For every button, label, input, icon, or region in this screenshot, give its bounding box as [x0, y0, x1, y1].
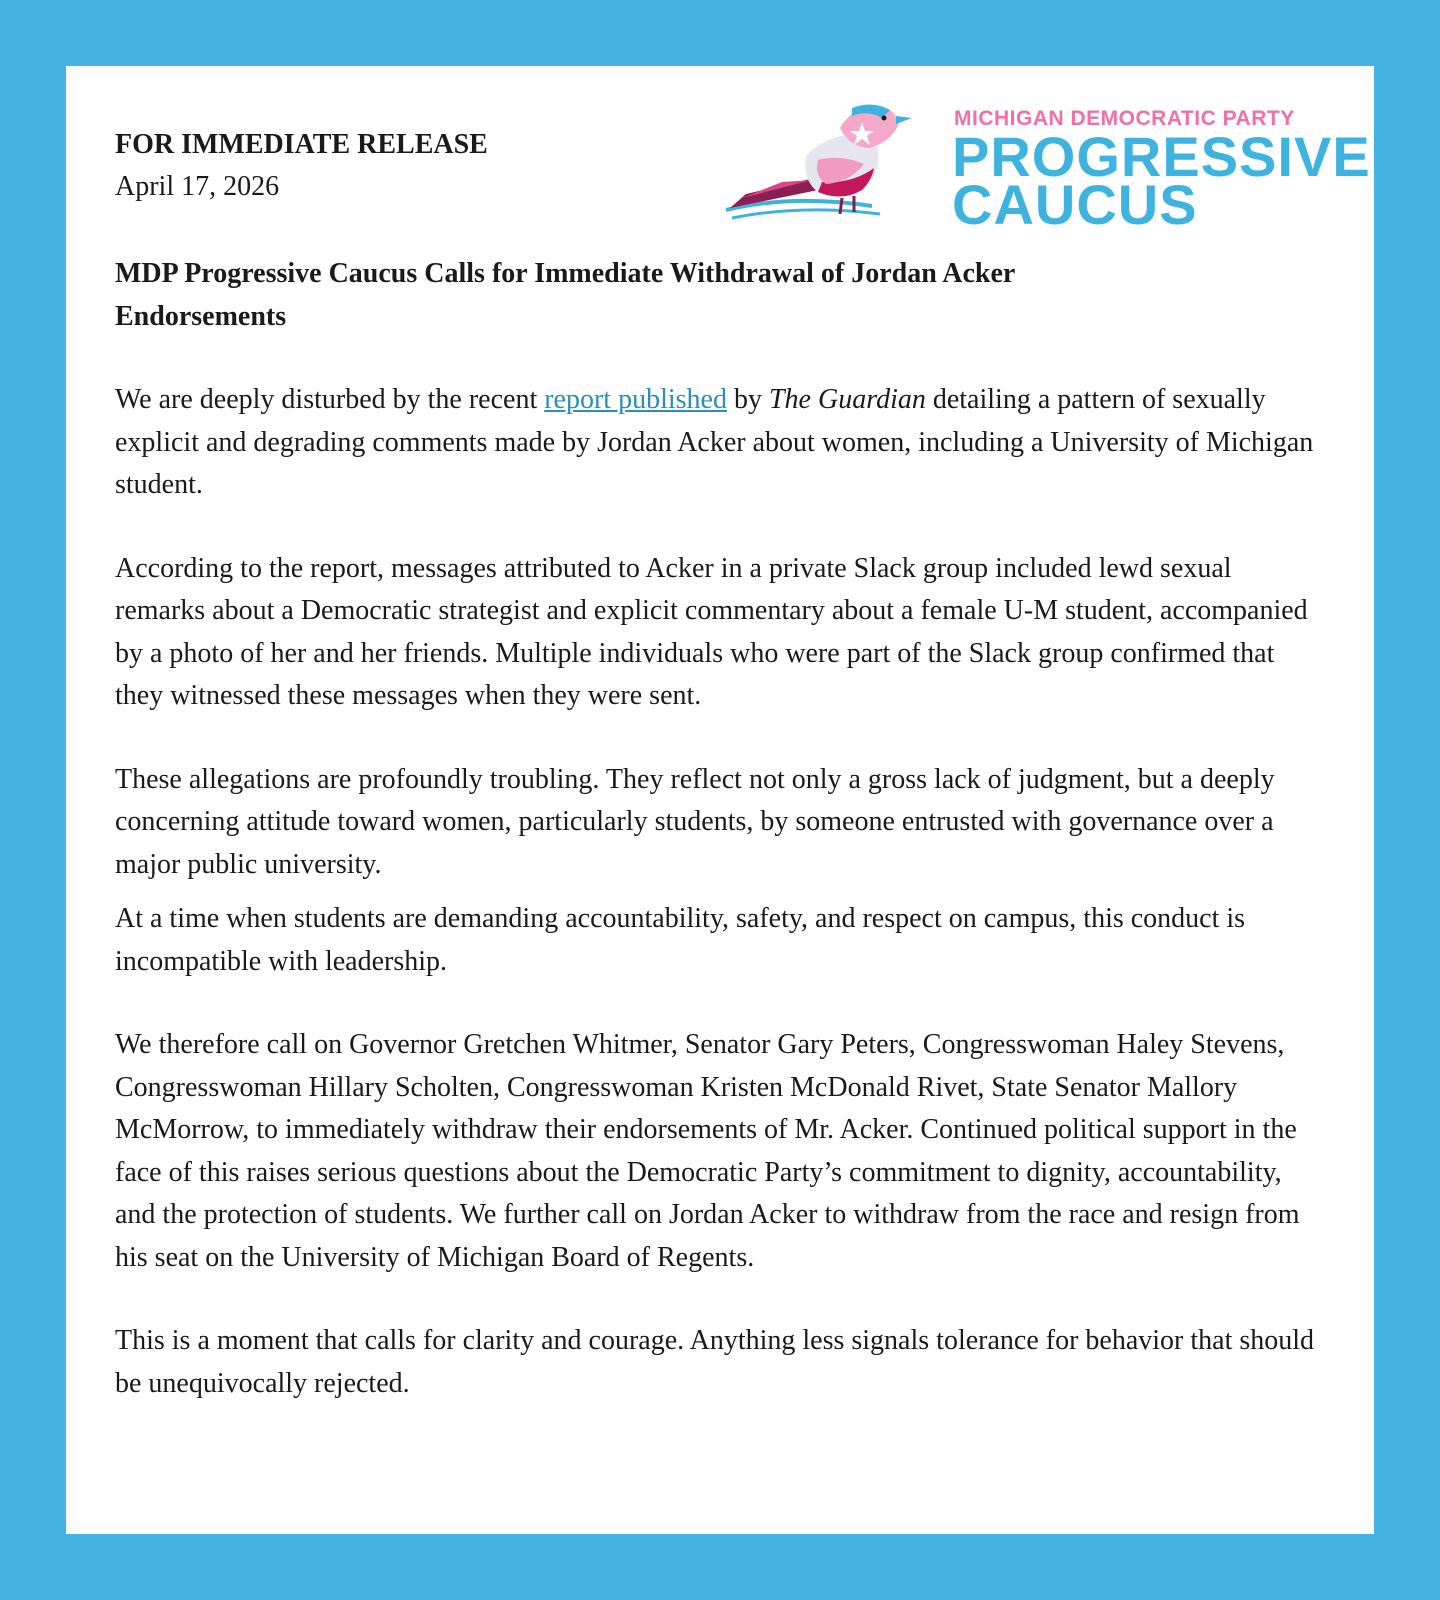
paragraph-1-rest: detailing a pattern of sexually explicit and degrading comments made by Jordan Acker about women, including a University of Michigan student.: [115, 384, 1314, 500]
logo-caucus: CAUCUS: [952, 173, 1198, 236]
publication-name: The Guardian: [768, 384, 926, 415]
headline: MDP Progressive Caucus Calls for Immediate Withdrawal of Jordan Acker Endorsements: [115, 258, 1015, 332]
paragraph-4: At a time when students are demanding accountability, safety, and respect on campus, this conduct is incompatible with leadership.: [115, 903, 1246, 977]
logo-party-name: MICHIGAN DEMOCRATIC PARTY: [954, 107, 1295, 130]
paragraph-1: [115, 379, 1315, 507]
paragraph-3: These allegations are profoundly troubling. They reflect not only a gross lack of judgment, but a deeply concerning attitude toward women, particularly students, by someone entrusted with governance over a major public university.: [115, 763, 1275, 880]
bird-icon: [722, 98, 952, 228]
report-link[interactable]: report published: [544, 384, 727, 415]
release-label: FOR IMMEDIATE RELEASE: [115, 129, 488, 160]
logo-progressive: PROGRESSIVE: [952, 125, 1371, 188]
progressive-caucus-logo: [722, 98, 1382, 236]
release-header: [115, 124, 488, 208]
release-date: April 17, 2026: [115, 171, 280, 202]
logo-wordmark: [952, 106, 1371, 236]
paragraph-1-by: by: [726, 384, 769, 415]
paragraph-5: We therefore call on Governor Gretchen Whitmer, Senator Gary Peters, Congresswoman Haley Stevens, Congresswoman Hillary Scholten, Congresswoman Kristen McDonald Rivet, State Senator Mallory McMorrow, to immediately withdraw their endorsements of Mr. Acker. Continued political support in the face of this raises serious questions about the Democratic Party’s commitment to dignity, accountability, and the protection of students. We further call on Jordan Acker to withdraw from the race and resign from his seat on the University of Michigan Board of Regents.: [115, 1029, 1300, 1273]
paragraph-2: According to the report, messages attributed to Acker in a private Slack group included lewd sexual remarks about a Democratic strategist and explicit commentary about a female U-M student, accompanied by a photo of her and her friends. Multiple individuals who were part of the Slack group confirmed that they witnessed these messages when they were sent.: [115, 552, 1308, 711]
paragraph-1-intro: We are deeply disturbed by the recent: [115, 384, 545, 415]
press-release-page: [66, 66, 1374, 1534]
release-body: [115, 379, 1315, 1405]
paragraph-6: This is a moment that calls for clarity and courage. Anything less signals tolerance for behavior that should be unequivocally rejected.: [115, 1325, 1315, 1399]
